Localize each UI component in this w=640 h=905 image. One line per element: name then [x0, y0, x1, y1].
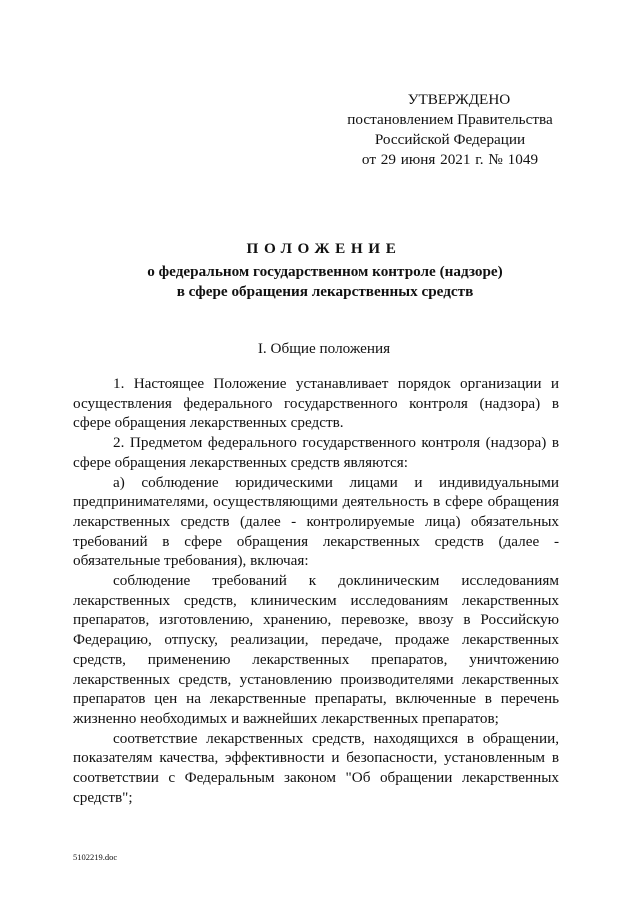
- approval-line-1: постановлением Правительства: [347, 111, 553, 128]
- paragraph-2a: а) соблюдение юридическими лицами и индивидуальными предпринимателями, осуществляющими деятельность в сфере обращения лекарственных средств (далее - контролируемые лица) обязательных требований в сфере обращения лекарственных средств (далее - обязательные требования), включая:: [73, 473, 559, 570]
- approval-date-line: от 29 июня 2021 г. № 1049: [361, 151, 539, 168]
- document-body: [73, 374, 559, 807]
- subtitle-line-1: о федеральном государственном контроле (надзоре): [147, 263, 503, 280]
- document-subtitle: [0, 262, 640, 302]
- paragraph-2a-requirements: соблюдение требований к доклиническим исследованиям лекарственных средств, клиническим исследованиям лекарственных препаратов, изготовлению, хранению, перевозке, ввозу в Российскую Федерацию, отпуску, реализации, передаче, продаже лекарственных средств, применению лекарственных препаратов, уничтожению лекарственных средств, установлению производителями лекарственных препаратов цен на лекарственные препараты, включенные в перечень жизненно необходимых и важнейших лекарственных препаратов;: [73, 572, 559, 727]
- document-title: ПОЛОЖЕНИЕ: [246, 240, 402, 257]
- approval-title: УТВЕРЖДЕНО: [407, 91, 511, 108]
- paragraph-2a-compliance: соответствие лекарственных средств, находящихся в обращении, показателям качества, эффективности и безопасности, установленным в соответствии с Федеральным законом "Об обращении лекарственных средств";: [73, 729, 559, 806]
- approval-line-2: Российской Федерации: [374, 131, 526, 148]
- approval-block: [330, 90, 570, 170]
- subtitle-line-2: в сфере обращения лекарственных средств: [176, 283, 474, 300]
- section-heading: I. Общие положения: [257, 340, 391, 357]
- file-code: 5102219.doc: [73, 852, 118, 862]
- paragraph-1: 1. Настоящее Положение устанавливает порядок организации и осуществления федерального государственного контроля (надзора) в сфере обращения лекарственных средств.: [73, 375, 559, 432]
- paragraph-2: 2. Предметом федерального государственного контроля (надзора) в сфере обращения лекарственных средств являются:: [73, 434, 559, 471]
